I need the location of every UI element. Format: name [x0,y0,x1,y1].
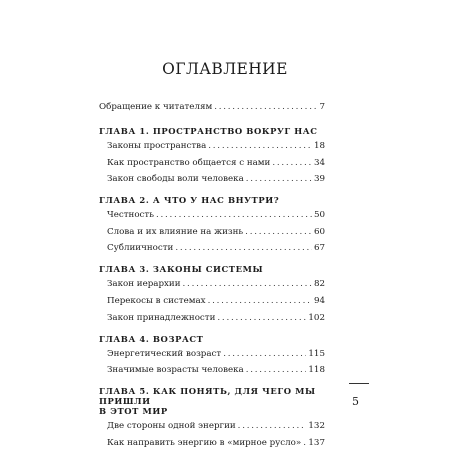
toc-entry [99,173,325,185]
chapter-heading-4: ГЛАВА 4. ВОЗРАСТ [99,333,204,344]
toc-entry [99,348,325,360]
leader-dots [223,348,306,360]
toc-entry-label: Как направить энергию в «мирное русло» [107,437,302,448]
toc-entry-label: Закон иерархии [107,279,181,290]
leader-dots [303,437,306,449]
toc-entry-label: Закон свободы воли человека [107,174,244,185]
footer-rule [349,383,369,384]
page-title: ОГЛАВЛЕНИЕ [162,60,288,78]
toc-entry-label: Закон принадлежности [107,312,216,323]
toc-entry [99,437,325,449]
toc-entry-page: 60 [313,226,325,237]
leader-dots [175,242,312,254]
leader-dots [272,157,312,169]
toc-entry-page: 7 [319,102,325,112]
toc-entry [99,278,325,290]
leader-dots [246,173,312,185]
toc-entry-label: Слова и их влияние на жизнь [107,226,244,237]
page-number: 5 [352,395,359,408]
toc-entry-page: 34 [313,157,325,168]
toc-entry-page: 118 [308,365,325,376]
leader-dots [208,295,312,307]
toc-entry-label: Законы пространства [107,141,207,151]
toc-entry-label: Сублиичности [107,243,174,254]
toc-entry-intro [99,101,325,113]
toc-entry-label: Значимые возрасты человека [107,365,244,376]
toc-entry-page: 50 [313,210,325,221]
toc-entry [99,226,325,238]
toc-entry-page: 39 [313,174,325,185]
toc-entry-page: 82 [313,279,325,290]
leader-dots [217,312,306,324]
toc-entry-page: 137 [308,437,325,448]
chapter-heading-line: ГЛАВА 5. КАК ПОНЯТЬ, ДЛЯ ЧЕГО МЫ ПРИШЛИ [99,386,316,407]
table-of-contents [99,101,325,450]
toc-entry [99,295,325,307]
toc-entry-label: Честность [107,210,154,221]
toc-entry-label: Обращение к читателям [99,102,213,112]
toc-entry [99,420,325,432]
chapter-heading-2: ГЛАВА 2. А ЧТО У НАС ВНУТРИ? [99,195,280,206]
toc-entry [99,209,325,221]
toc-entry-page: 102 [308,312,325,323]
leader-dots [238,420,307,432]
toc-entry-label: Энергетический возраст [107,348,222,359]
toc-entry-page: 67 [313,243,325,254]
leader-dots [214,101,317,113]
toc-entry-label: Две стороны одной энергии [107,421,236,432]
toc-entry [99,140,325,152]
leader-dots [246,364,307,376]
chapter-heading-line: В ЭТОТ МИР [99,406,168,417]
toc-entry-page: 94 [313,295,325,306]
toc-entry-page: 115 [308,348,325,359]
chapter-heading-5 [99,386,325,416]
toc-entry-label: Как пространство общается с нами [107,157,271,168]
toc-entry-page: 132 [308,421,325,432]
leader-dots [208,140,312,152]
toc-entry [99,364,325,376]
toc-entry [99,157,325,169]
chapter-heading-1: ГЛАВА 1. ПРОСТРАНСТВО ВОКРУГ НАС [99,126,318,136]
leader-dots [156,209,312,221]
leader-dots [183,278,312,290]
toc-entry-label: Перекосы в системах [107,295,206,306]
leader-dots [245,226,312,238]
toc-entry [99,312,325,324]
toc-entry-page: 18 [313,141,325,151]
toc-entry [99,242,325,254]
chapter-heading-3: ГЛАВА 3. ЗАКОНЫ СИСТЕМЫ [99,264,264,275]
